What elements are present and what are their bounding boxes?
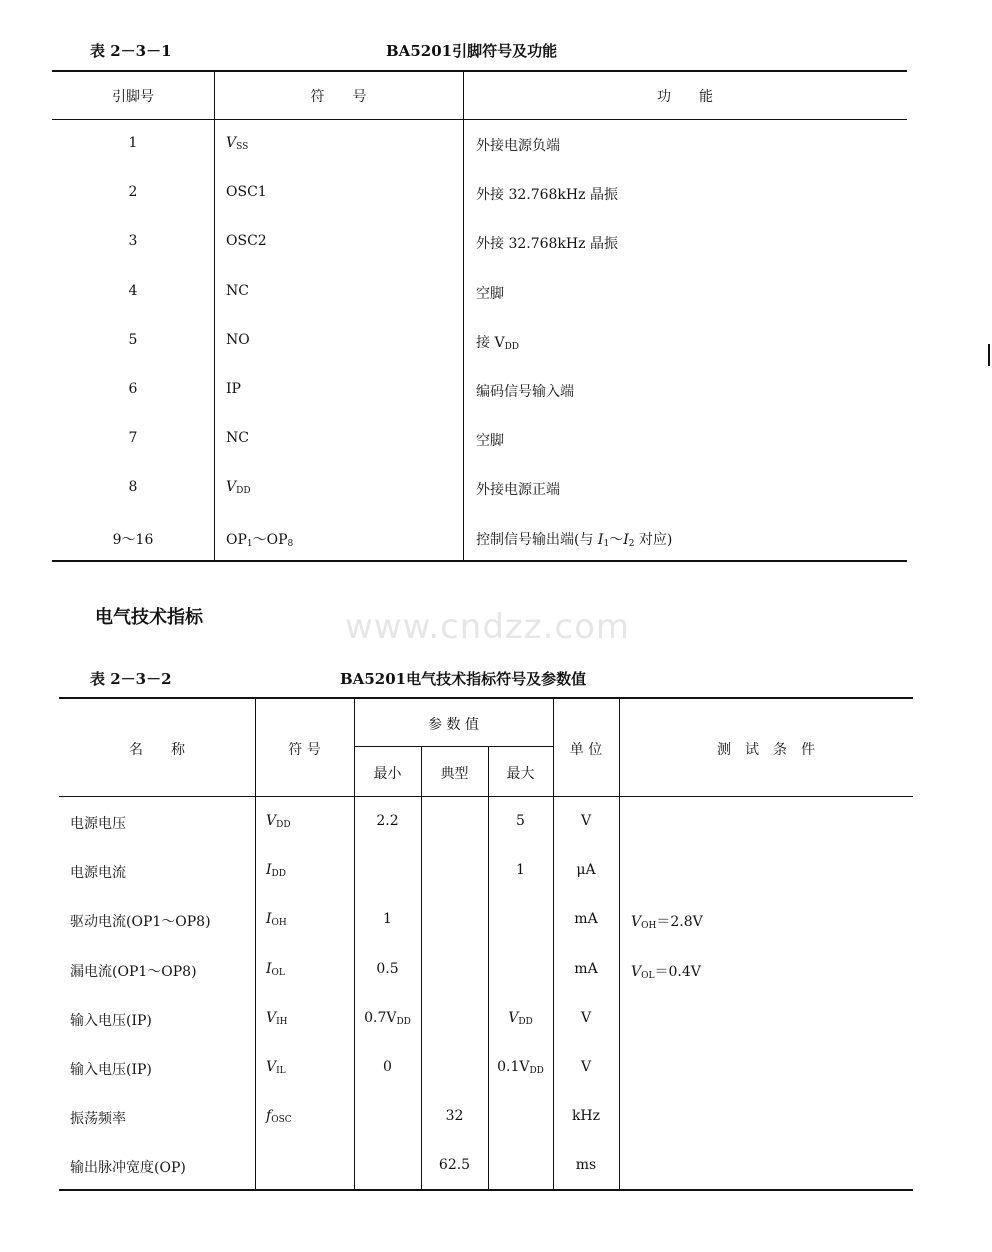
symbol-main: OSC1: [226, 184, 267, 201]
symbol-main: V: [226, 479, 237, 496]
table1-header-symbol: 符 号: [310, 89, 367, 105]
symbol-main: f: [266, 1108, 272, 1125]
table1-header-function: 功 能: [657, 89, 713, 105]
param-unit: V: [580, 1009, 592, 1026]
min-value: 0: [383, 1059, 392, 1075]
param-typ: 32: [445, 1108, 464, 1125]
function-s1: 1: [603, 538, 610, 549]
symbol-main: V: [226, 135, 237, 151]
symbol-subscript: DD: [236, 486, 251, 497]
param-symbol: [266, 862, 286, 879]
min-value: 2.2: [376, 813, 399, 829]
table2-title: BA5201电气技术指标符号及参数值: [340, 670, 587, 688]
pin-number: 7: [128, 430, 138, 447]
param-max: [488, 813, 553, 829]
symbol-main: OSC2: [226, 233, 267, 250]
pin-symbol: [226, 381, 241, 397]
param-unit: ms: [575, 1157, 597, 1174]
symbol-main: IP: [226, 381, 241, 397]
symbol-subscript: IL: [276, 1066, 286, 1076]
pin-function: [476, 430, 504, 450]
max-subscript: DD: [529, 1066, 544, 1076]
margin-mark: [988, 344, 990, 366]
symbol-main: OP: [226, 531, 247, 548]
watermark: www.cndzz.com: [345, 607, 631, 647]
pin-symbol: [226, 283, 249, 299]
param-name: 输入电压(IP): [70, 1012, 152, 1029]
function-text: 空脚: [476, 433, 504, 450]
table2-top-rule: [59, 697, 913, 699]
symbol-main: NC: [226, 282, 249, 299]
symbol-subscript: 1: [246, 538, 253, 549]
table2-header-max: 最大: [506, 766, 535, 782]
pin-symbol: [226, 430, 249, 446]
function-i1: I: [597, 531, 604, 548]
pin-function: [476, 479, 560, 499]
param-symbol: [266, 911, 287, 928]
symbol-main: I: [266, 862, 272, 879]
pin-function: [476, 381, 574, 401]
function-subscript: DD: [504, 341, 519, 352]
param-symbol: [266, 1010, 288, 1027]
pin-function: [476, 233, 618, 253]
symbol-subscript: OH: [271, 918, 287, 929]
symbol-mid: ～OP: [252, 531, 288, 548]
table2-bottom-rule: [59, 1189, 913, 1191]
symbol-main: V: [266, 1009, 277, 1026]
param-unit: mA: [574, 960, 598, 977]
param-name: 驱动电流(OP1～OP8): [70, 914, 211, 931]
max-value: V: [508, 1009, 519, 1026]
table2-header-rule: [59, 796, 913, 797]
param-name: 输出脉冲宽度(OP): [70, 1160, 186, 1177]
param-name: 电源电流: [70, 865, 126, 882]
symbol-main: NC: [226, 430, 249, 447]
table2-header-symbol: 符 号: [288, 742, 321, 758]
param-unit: μA: [576, 862, 596, 879]
condition-end: ＝0.4V: [654, 963, 701, 980]
param-min: [354, 1059, 421, 1075]
max-value: 1: [516, 862, 525, 879]
function-text: 控制信号输出端(与: [476, 531, 598, 548]
pin-number: 9～16: [112, 531, 154, 548]
min-value: 1: [383, 911, 392, 928]
param-name: 漏电流(OP1～OP8): [70, 963, 197, 980]
table2-divider-6: [619, 698, 620, 1190]
param-max: [488, 1010, 553, 1027]
pin-symbol: [226, 529, 293, 549]
table2-divider-1: [255, 698, 256, 1190]
symbol-main: I: [266, 960, 272, 977]
table2-header-name: 名 称: [129, 742, 185, 758]
section-title: 电气技术指标: [95, 607, 203, 628]
min-value: 0.7V: [364, 1009, 397, 1026]
symbol-main: NO: [226, 331, 250, 348]
table1-header-pin: 引脚号: [112, 89, 154, 105]
param-min: [354, 1010, 421, 1027]
pin-function: [476, 135, 560, 155]
pin-symbol: [226, 184, 267, 200]
function-text: 外接电源负端: [476, 138, 560, 154]
function-text: 接 V: [476, 334, 505, 351]
symbol-main: I: [266, 911, 272, 928]
symbol-subscript-2: 8: [287, 538, 294, 549]
param-typ: 62.5: [438, 1157, 471, 1174]
table1-divider-1: [214, 71, 215, 561]
table2-header-conditions: 测 试 条 件: [717, 742, 815, 758]
pin-symbol: [226, 135, 248, 152]
table1-top-rule: [52, 70, 907, 72]
condition-end: ＝2.8V: [656, 914, 703, 931]
pin-function: [476, 529, 672, 549]
function-s2: 2: [628, 538, 635, 549]
function-i2: I: [623, 531, 629, 548]
param-symbol: [266, 1108, 292, 1125]
param-min: [354, 813, 421, 829]
condition-main: V: [631, 963, 642, 980]
pin-number: 3: [128, 233, 138, 250]
table2-header-min: 最小: [373, 766, 402, 782]
table2-header-unit: 单 位: [569, 742, 603, 758]
symbol-subscript: IH: [276, 1016, 288, 1027]
pin-number: 6: [128, 381, 138, 397]
max-value: 5: [516, 813, 525, 829]
function-mid: ～: [609, 531, 624, 548]
max-value: 0.1V: [497, 1059, 530, 1075]
table1-header-rule: [52, 119, 907, 120]
condition-main: V: [631, 914, 642, 931]
symbol-subscript: OL: [271, 967, 285, 978]
max-subscript: DD: [518, 1016, 533, 1027]
table1-label: 表 2－3－1: [90, 42, 172, 60]
symbol-main: V: [266, 813, 277, 829]
pin-number: 1: [128, 135, 138, 151]
symbol-subscript: OSC: [271, 1115, 292, 1126]
symbol-subscript: SS: [236, 142, 249, 152]
param-condition: [631, 911, 703, 931]
function-text: 外接 32.768kHz 晶振: [476, 236, 618, 253]
function-text: 编码信号输入端: [476, 384, 574, 400]
min-subscript: DD: [396, 1016, 411, 1027]
param-unit: kHz: [571, 1108, 601, 1125]
table2-header-params: 参 数 值: [428, 717, 479, 733]
function-end: 对应): [634, 531, 673, 548]
pin-function: [476, 283, 504, 303]
param-unit: V: [580, 813, 592, 829]
param-min: [354, 911, 421, 927]
param-symbol: [266, 1059, 286, 1076]
pin-function: [476, 332, 519, 352]
pin-number: 5: [128, 331, 138, 348]
param-max: [488, 862, 553, 878]
table2-params-rule: [354, 746, 553, 747]
function-text: 空脚: [476, 285, 504, 302]
table1-title: BA5201引脚符号及功能: [386, 42, 558, 60]
table1-bottom-rule: [52, 560, 907, 562]
symbol-subscript: DD: [271, 869, 286, 880]
function-text: 外接电源正端: [476, 482, 560, 499]
param-max: [488, 1059, 553, 1076]
condition-subscript: OL: [641, 970, 655, 981]
pin-number: 2: [128, 184, 138, 201]
param-condition: [631, 961, 701, 981]
pin-function: [476, 184, 618, 204]
table2-label: 表 2－3－2: [90, 670, 172, 688]
table1-divider-2: [463, 71, 464, 561]
param-name: 振荡频率: [70, 1111, 126, 1128]
symbol-main: V: [266, 1059, 277, 1075]
symbol-subscript: DD: [276, 820, 291, 830]
pin-symbol: [226, 233, 267, 249]
pin-number: 4: [128, 282, 138, 299]
pin-number: 8: [128, 479, 138, 496]
param-name: 输入电压(IP): [70, 1062, 152, 1078]
param-symbol: [266, 813, 291, 830]
function-text: 外接 32.768kHz 晶振: [476, 187, 618, 204]
condition-subscript: OH: [641, 921, 657, 932]
param-symbol: [266, 961, 285, 978]
param-name: 电源电压: [70, 816, 126, 832]
table2-header-typ: 典型: [440, 766, 469, 782]
param-min: [354, 961, 421, 977]
param-unit: V: [580, 1059, 592, 1075]
pin-symbol: [226, 332, 250, 348]
param-unit: mA: [574, 911, 598, 928]
min-value: 0.5: [376, 960, 399, 977]
pin-symbol: [226, 479, 251, 496]
